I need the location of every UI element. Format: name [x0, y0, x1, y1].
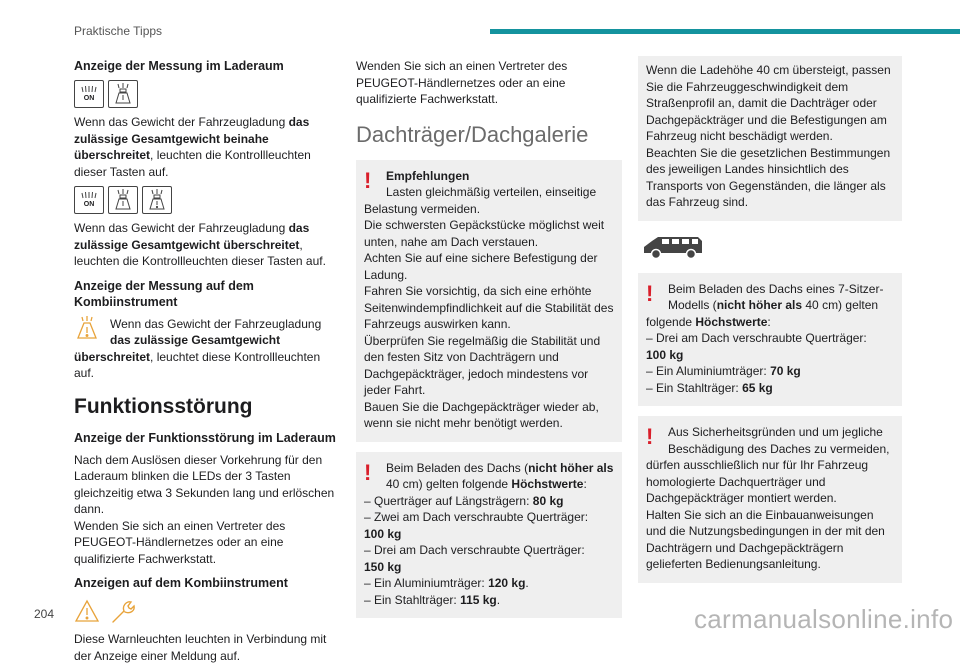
paragraph-nearly-exceeded: Wenn das Gewicht der Fahrzeugladung das zulässige Gesamtgewicht beinahe überschreitet, leuchten die Kontrollleuchten dieser Tasten auf.	[74, 115, 311, 179]
recommendation-line: Lasten gleichmäßig verteilen, einseitige Belastung vermeiden.	[364, 185, 597, 216]
recommendations-box: ! Empfehlungen Lasten gleichmäßig verteilen, einseitige Belastung vermeiden. Die schwersten Gepäckstücke möglichst weit unten, nahe am Dach verstauen. Achten Sie auf eine sichere Befestigung der Ladung. Fahren Sie vorsichtig, da sich eine erhöhte Seitenwindempfindlichkeit auf die Stabilität des Fahrzeugs auswirken kann. Überprüfen Sie regelmäßig die Stabilität und den festen Sitz von Dachträgern und Dachgepäckträger, jedoch mindestens vor jeder Fahrt. Bauen Sie die Dachgepäckträger wieder ab, wenn sie nicht mehr benötigt werden.	[356, 160, 622, 442]
load-line: – Ein Stahlträger: 115 kg.	[364, 592, 501, 607]
recommendation-line: Achten Sie auf eine sichere Befestigung der Ladung.	[364, 251, 598, 282]
load-line: – Drei am Dach verschraubte Querträger:	[646, 331, 867, 345]
recommendation-line: Überprüfen Sie regelmäßig die Stabilität und den festen Sitz von Dachträgern und Dachgepäckträger, jedoch mindestens vor jeder Fahrt.	[364, 333, 601, 397]
load-value: 150 kg	[364, 559, 402, 574]
heading-dachtraeger: Dachträger/Dachgalerie	[356, 121, 589, 147]
watermark: carmanualsonline.info	[694, 604, 954, 634]
recommendation-line: Bauen Sie die Dachgepäckträger wieder ab, wenn sie nicht mehr benötigt werden.	[364, 399, 599, 430]
safety-paragraph: Aus Sicherheitsgründen und um jegliche Beschädigung des Daches zu vermeiden, dürfen ausschließlich nur für Ihr Fahrzeug homologierte Dachquerträger und Dachgepäckträger montiert werden.	[646, 425, 890, 505]
paragraph-kombi: Wenn das Gewicht der Fahrzeugladung das zulässige Gesamtgewicht überschreitet, leuchtet diese Kontrollleuchten auf.	[74, 316, 322, 380]
load-line: – Ein Aluminiumträger: 70 kg	[646, 364, 801, 378]
warning-icons	[74, 599, 342, 625]
overload-warning-icon	[142, 186, 172, 214]
button-icons-3	[74, 186, 342, 214]
heading-anzeigen-kombi: Anzeigen auf dem Kombiinstrument	[74, 576, 288, 590]
warning-exclamation-icon: !	[646, 280, 654, 306]
wrench-icon	[110, 599, 136, 625]
max-load-intro: Beim Beladen des Dachs (nicht höher als 40 cm) gelten folgende Höchstwerte:	[386, 460, 614, 491]
paragraph-exceeded: Wenn das Gewicht der Fahrzeugladung das zulässige Gesamtgewicht überschreitet, leuchten die Kontrollleuchten dieser Tasten auf.	[74, 221, 326, 268]
load-line: – Drei am Dach verschraubte Querträger:	[364, 543, 585, 557]
safety-box	[638, 416, 902, 583]
warning-exclamation-icon: !	[364, 459, 372, 485]
heading-laderaum: Anzeige der Messung im Laderaum	[74, 59, 284, 73]
on-button-icon: ON	[74, 186, 104, 214]
paragraph-contact-2: Wenden Sie sich an einen Vertreter des PEUGEOT-Händlernetzes oder an eine qualifizierte Fachwerkstatt.	[356, 59, 568, 106]
load-line: – Zwei am Dach verschraubte Querträger:	[364, 510, 589, 524]
load-value: 100 kg	[646, 347, 684, 362]
load-weight-icon	[108, 80, 138, 108]
paragraph-contact: Wenden Sie sich an einen Vertreter des PEUGEOT-Händlernetzes oder an eine qualifizierte Fachwerkstatt.	[74, 518, 286, 566]
button-icons-2	[74, 80, 342, 108]
warning-exclamation-icon: !	[646, 424, 654, 449]
warning-triangle-icon	[74, 599, 100, 623]
seven-seater-box	[638, 273, 902, 407]
heading-anzeige-funktion: Anzeige der Funktionsstörung im Laderaum	[74, 430, 336, 445]
seven-seater-car-icon	[642, 231, 704, 261]
page-number: 204	[34, 607, 55, 621]
heading-funktionsstoerung: Funktionsstörung	[74, 394, 253, 418]
paragraph-warnleuchten: Diese Warnleuchten leuchten in Verbindung mit der Anzeige einer Meldung auf.	[74, 632, 327, 663]
warning-exclamation-icon: !	[364, 167, 372, 193]
load-weight-icon	[108, 186, 138, 214]
column-right	[638, 56, 902, 593]
recommendation-line: Fahren Sie vorsichtig, da sich eine erhöhte Seitenwindempfindlichkeit auf die Stabilität des Fahrzeugs auswirken kann.	[364, 284, 614, 331]
recommendation-lines	[364, 184, 614, 432]
safety-paragraph: Halten Sie sich an die Einbauanweisungen und die Nutzungsbedingungen in der mit den Dachträgern und Dachgepäckträgern gelieferten Bedienungsanleitung.	[646, 507, 885, 571]
recommendation-line: Die schwersten Gepäckstücke möglichst weit unten, nahe am Dach verstauen.	[364, 218, 605, 249]
load-value: 100 kg	[364, 526, 402, 541]
running-header: Praktische Tipps	[74, 24, 163, 38]
load-height-paragraph: Beachten Sie die gesetzlichen Bestimmungen des jeweiligen Landes hinsichtlich des Transports von Gegenständen, die länger als das Fahrzeug sind.	[646, 145, 891, 209]
paragraph-leds: Nach dem Auslösen dieser Vorkehrung für den Laderaum blinken die LEDs der 3 Tasten gleichzeitig etwa 3 Sekunden lang und erlöschen dann.	[74, 452, 335, 516]
column-left	[74, 58, 342, 670]
load-height-paragraph: Wenn die Ladehöhe 40 cm übersteigt, passen Sie die Fahrzeuggeschwindigkeit dem Straßenprofil an, damit die Dachträger oder Dachgepäckträger und die Befestigungen am Fahrzeug nicht beschädigt werden.	[646, 63, 891, 143]
on-button-icon: ON	[74, 80, 104, 108]
load-line: – Ein Aluminiumträger: 120 kg.	[364, 576, 529, 590]
heading-kombi: Anzeige der Messung auf dem Kombiinstrument	[74, 278, 254, 309]
load-height-box	[638, 56, 902, 221]
column-middle	[356, 58, 622, 628]
header-accent-bar	[490, 29, 960, 34]
seven-seater-intro: Beim Beladen des Dachs eines 7-Sitzer-Modells (nicht höher als 40 cm) gelten folgende Höchstwerte:	[646, 281, 884, 329]
load-line: – Ein Stahlträger: 65 kg	[646, 380, 773, 395]
load-line: – Querträger auf Längsträgern: 80 kg	[364, 493, 564, 508]
max-load-box	[356, 452, 622, 619]
overload-warning-icon	[74, 316, 100, 340]
